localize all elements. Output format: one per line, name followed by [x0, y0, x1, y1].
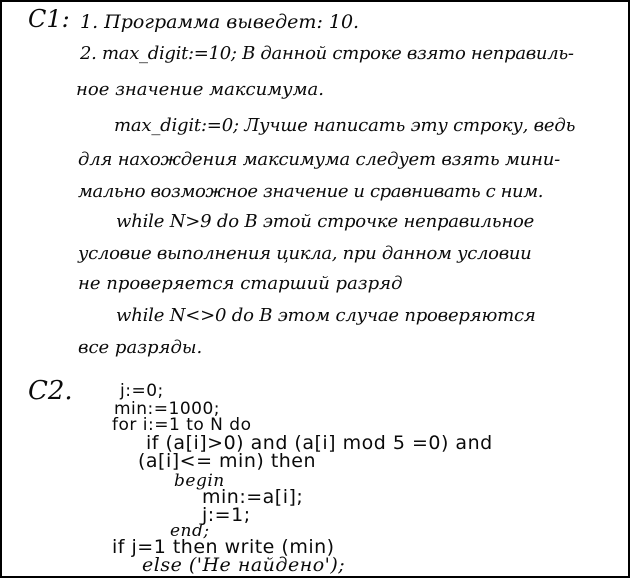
c1-fix-1-line-1: max_digit:=0; Лучше написать эту строку, ведь — [114, 115, 576, 136]
c1-fix-1-line-2: для нахождения максимума следует взять мини- — [78, 149, 561, 170]
c2-label: C2. — [28, 376, 73, 406]
c1-fix-2-line-3: не проверяется старший разряд — [78, 273, 403, 294]
code-line-1: j:=0; — [120, 381, 164, 401]
code-line-10: if j=1 then write (min) — [112, 536, 335, 558]
c1-fix-1-line-3: мально возможное значение и сравнивать с ним. — [78, 181, 544, 202]
c1-item-1: 1. Программа выведет: 10. — [80, 11, 360, 33]
code-line-9: end; — [170, 521, 210, 541]
code-line-5: (a[i]<= min) then — [138, 450, 317, 472]
c1-item-2-line-2: ное значение максимума. — [76, 79, 324, 100]
code-line-8: j:=1; — [202, 504, 251, 526]
c1-item-2-line-1: 2. max_digit:=10; В данной строке взято неправиль- — [80, 43, 574, 64]
c1-fix-3-line-1: while N<>0 do В этом случае проверяются — [116, 305, 536, 326]
c1-label: C1: — [28, 5, 70, 33]
c1-fix-3-line-2: все разряды. — [78, 337, 203, 358]
c1-fix-2-line-1: while N>9 do В этой строчке неправильное — [116, 211, 535, 232]
c1-fix-2-line-2: условие выполнения цикла, при данном условии — [78, 243, 532, 264]
code-line-4: if (a[i]>0) and (a[i] mod 5 =0) and — [146, 432, 493, 454]
code-line-11: else ('Не найдено'); — [142, 554, 346, 576]
code-line-6: begin — [174, 471, 225, 491]
code-line-2: min:=1000; — [114, 399, 221, 419]
code-line-7: min:=a[i]; — [202, 486, 304, 508]
code-line-3: for i:=1 to N do — [112, 415, 252, 435]
